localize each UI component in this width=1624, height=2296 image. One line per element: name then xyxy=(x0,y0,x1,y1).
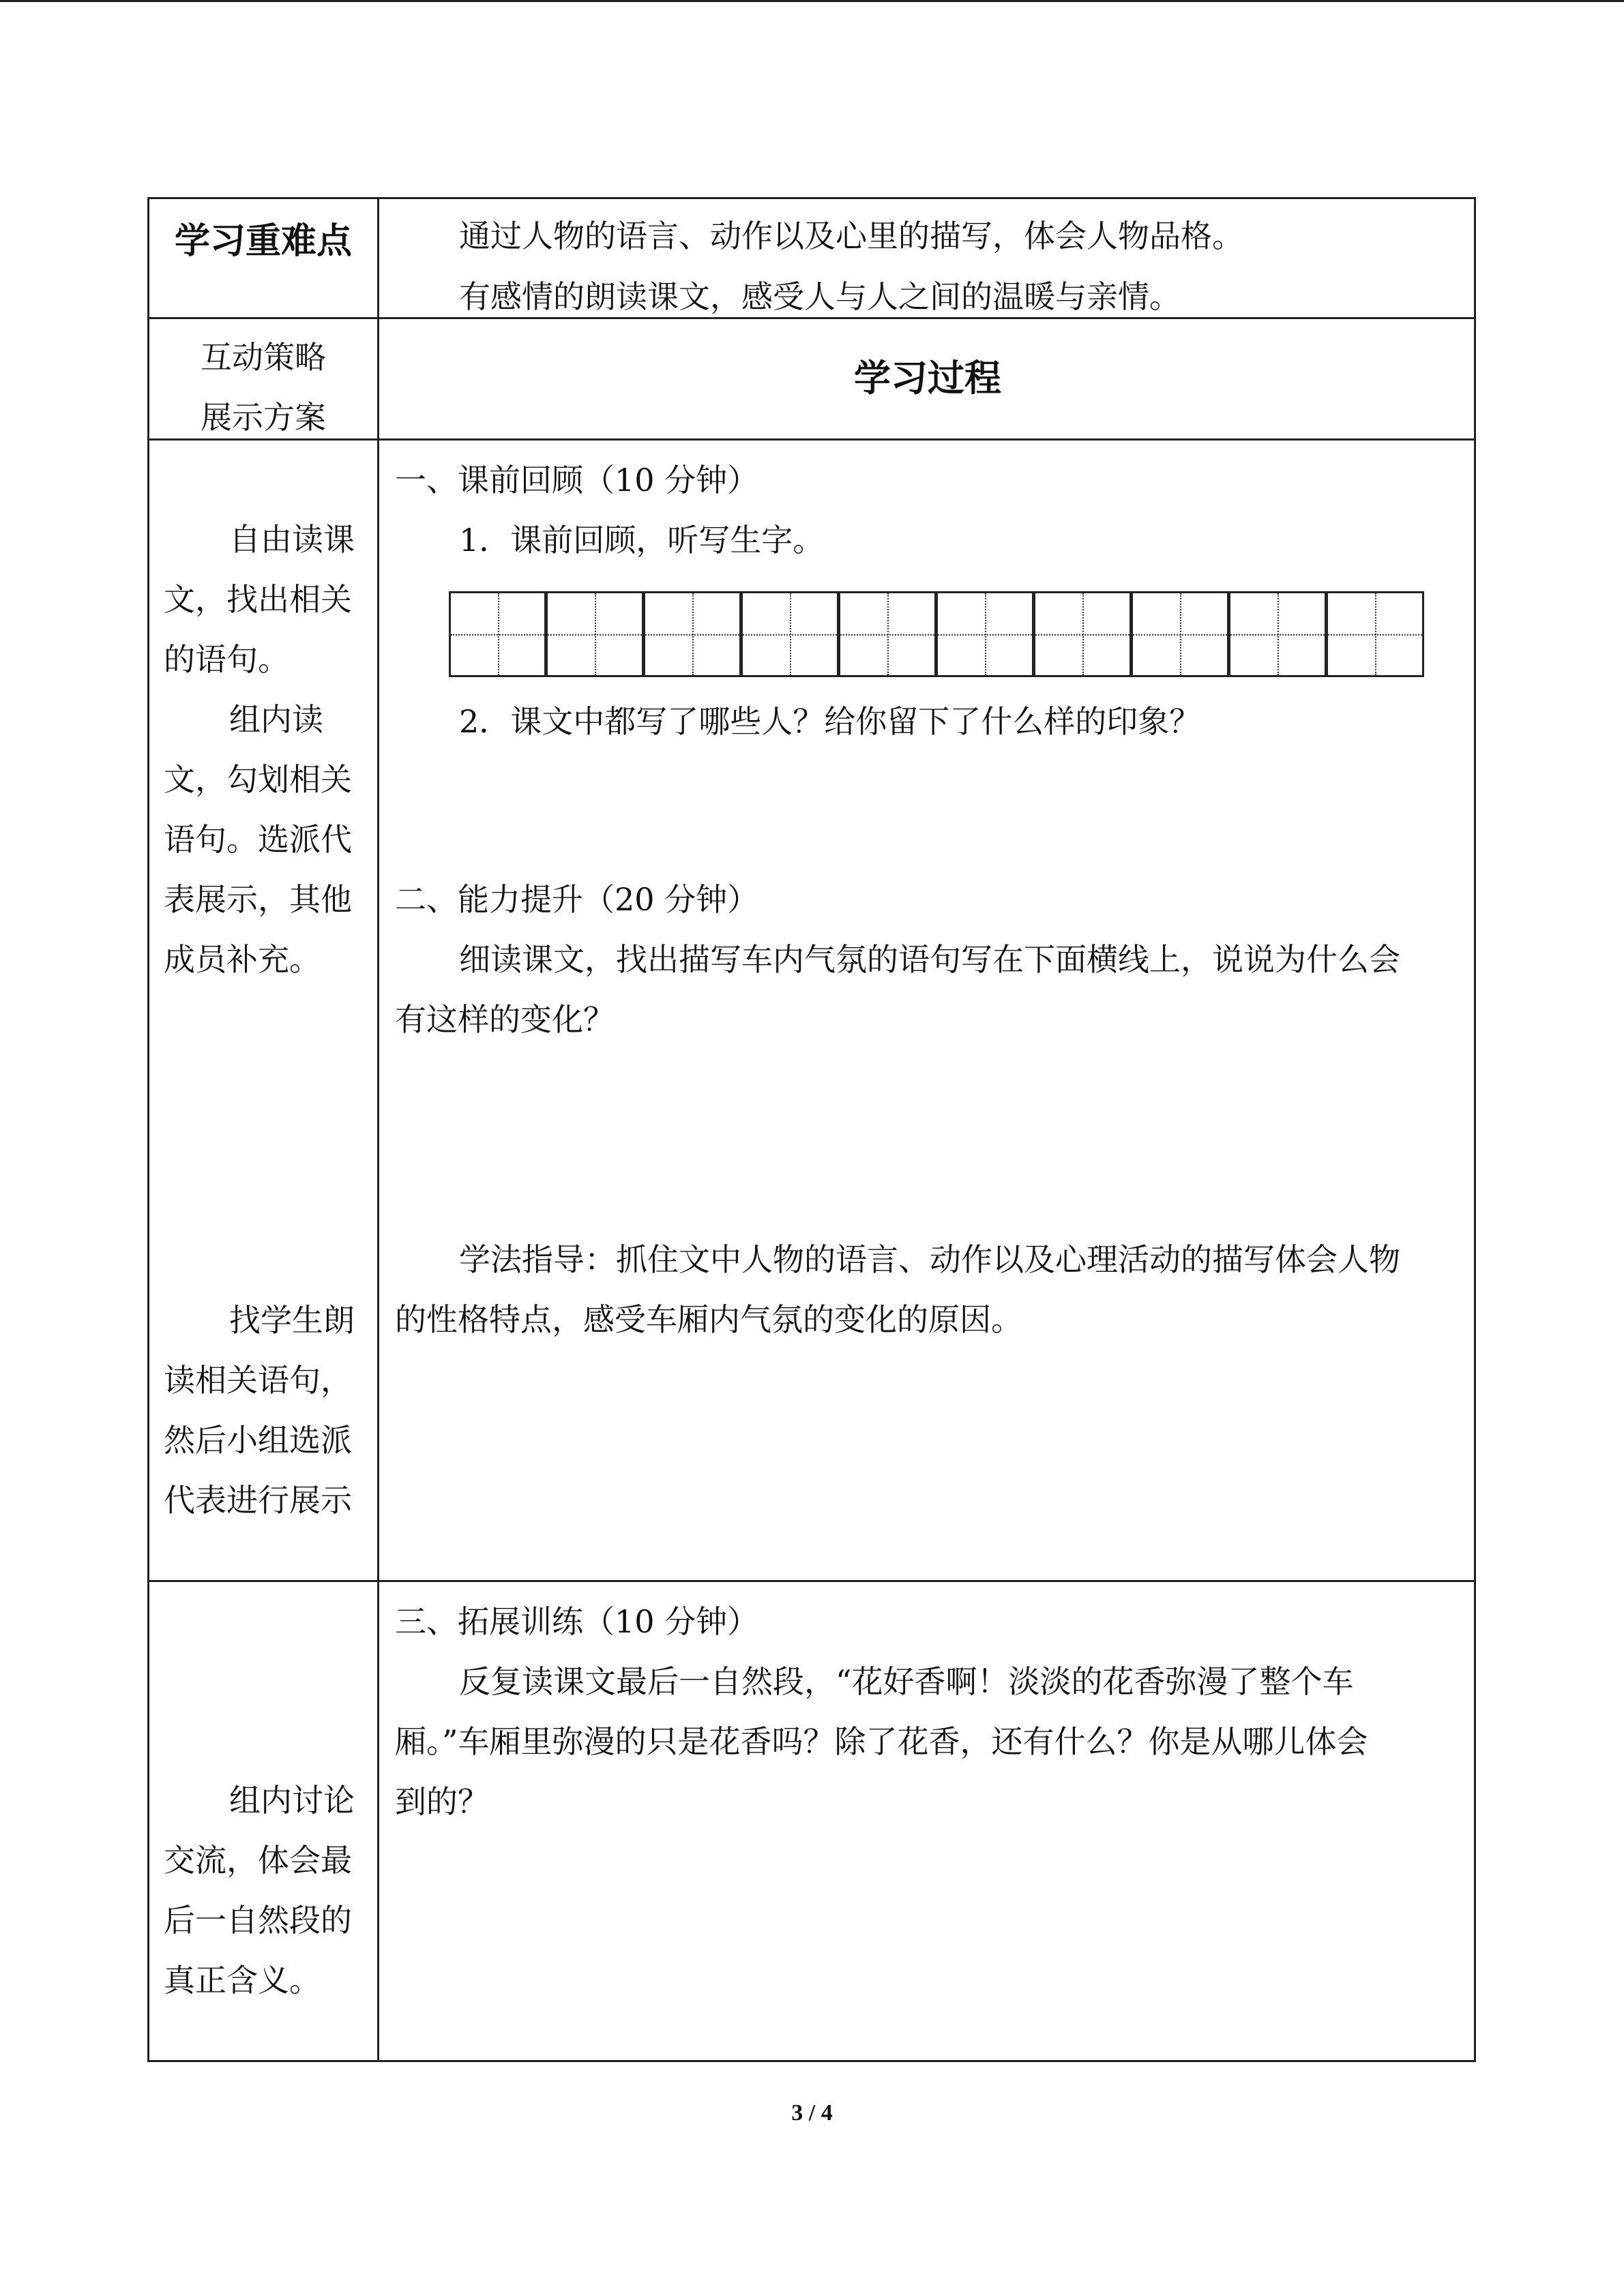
strategy3-line1: 组内讨论 xyxy=(229,1782,355,1819)
section3-task-line2: 厢。”车厢里弥漫的只是花香吗？除了花香，还有什么？你是从哪儿体会 xyxy=(395,1723,1368,1760)
writing-box[interactable] xyxy=(449,591,546,677)
strategy1-line1: 自由读课 xyxy=(229,521,355,558)
writing-box[interactable] xyxy=(741,591,839,677)
section2-guide-line1: 学法指导：抓住文中人物的语言、动作以及心理活动的描写体会人物 xyxy=(459,1241,1400,1278)
writing-box[interactable] xyxy=(546,591,644,677)
row-divider-3 xyxy=(147,1580,1476,1582)
writing-box[interactable] xyxy=(1034,591,1132,677)
strategy1-line4: 组内读 xyxy=(229,701,323,738)
writing-box[interactable] xyxy=(644,591,741,677)
goal-line-1: 通过人物的语言、动作以及心里的描写，体会人物品格。 xyxy=(459,218,1243,254)
strategy1-line8: 成员补充。 xyxy=(164,941,321,978)
strategy2-line1: 找学生朗 xyxy=(229,1302,355,1339)
writing-box[interactable] xyxy=(936,591,1034,677)
column-divider xyxy=(377,197,379,2062)
writing-box[interactable] xyxy=(839,591,936,677)
strategy3-line3: 后一自然段的 xyxy=(164,1902,352,1939)
section1-item1: 1．课前回顾，听写生字。 xyxy=(459,522,825,558)
process-header: 学习过程 xyxy=(854,357,1001,400)
writing-box[interactable] xyxy=(1327,591,1424,677)
strategy1-line3: 的语句。 xyxy=(164,641,289,678)
goal-line-2: 有感情的朗读课文，感受人与人之间的温暖与亲情。 xyxy=(459,278,1181,315)
section2-task-line1: 细读课文，找出描写车内气氛的语句写在下面横线上，说说为什么会 xyxy=(459,941,1400,978)
strategy1-line5: 文，勾划相关 xyxy=(164,761,352,798)
page-top-rule xyxy=(0,0,1624,2)
writing-box[interactable] xyxy=(1132,591,1229,677)
page-number: 3 / 4 xyxy=(791,2100,833,2126)
section3-task-line1: 反复读课文最后一自然段，“花好香啊！淡淡的花香弥漫了整个车 xyxy=(459,1663,1354,1700)
writing-box[interactable] xyxy=(1229,591,1327,677)
strategy3-line2: 交流，体会最 xyxy=(164,1842,352,1879)
strategy2-line2: 读相关语句， xyxy=(164,1362,352,1399)
strategy1-line2: 文，找出相关 xyxy=(164,581,352,618)
strategy-header-line1: 互动策略 xyxy=(201,339,326,376)
character-writing-grid xyxy=(449,591,1424,677)
strategy-header-line2: 展示方案 xyxy=(201,399,326,436)
section1-title: 一、课前回顾（10 分钟） xyxy=(395,462,759,498)
section3-task-line3: 到的？ xyxy=(395,1783,489,1820)
strategy2-line4: 代表进行展示 xyxy=(164,1482,352,1519)
section3-title: 三、拓展训练（10 分钟） xyxy=(395,1603,759,1640)
section2-title: 二、能力提升（20 分钟） xyxy=(395,881,759,918)
strategy1-line6: 语句。选派代 xyxy=(164,821,352,858)
section2-task-line2: 有这样的变化？ xyxy=(395,1001,615,1038)
strategy3-line4: 真正含义。 xyxy=(164,1962,321,1999)
key-points-label: 学习重难点 xyxy=(174,221,352,262)
strategy2-line3: 然后小组选派 xyxy=(164,1422,352,1459)
section2-guide-line2: 的性格特点，感受车厢内气氛的变化的原因。 xyxy=(395,1301,1022,1338)
section1-item2: 2．课文中都写了哪些人？给你留下了什么样的印象？ xyxy=(459,703,1201,740)
strategy1-line7: 表展示，其他 xyxy=(164,881,352,918)
